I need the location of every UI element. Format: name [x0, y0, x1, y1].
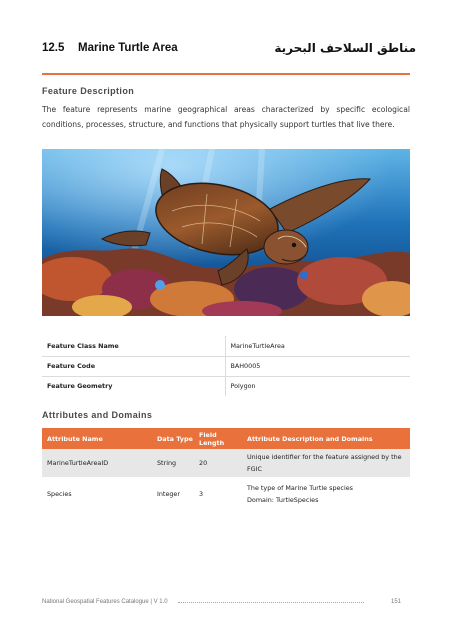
header-divider: [42, 73, 410, 75]
data-type-cell: String: [152, 449, 194, 477]
table-row: [42, 449, 410, 477]
description-cell: [242, 477, 410, 511]
footer-dotted-leader: [178, 602, 364, 603]
feature-code-label: Feature Code: [42, 356, 225, 376]
attributes-heading: Attributes and Domains: [42, 410, 153, 420]
field-length-cell: 20: [194, 449, 242, 477]
field-length-cell: 3: [194, 477, 242, 511]
column-header-data-type: Data Type: [152, 428, 194, 449]
data-type-cell: Integer: [152, 477, 194, 511]
feature-class-table: [42, 336, 410, 396]
section-number: 12.5: [42, 42, 65, 54]
description-line: Unique identifier for the feature assigned by the: [247, 453, 402, 461]
section-title: Marine Turtle Area: [78, 42, 178, 54]
table-row: [42, 356, 410, 376]
attribute-name-cell: Species: [42, 477, 152, 511]
description-line: Domain: TurtleSpecies: [247, 496, 319, 504]
feature-description-heading: Feature Description: [42, 86, 135, 96]
feature-geometry-label: Feature Geometry: [42, 376, 225, 396]
marine-turtle-photo: [42, 149, 410, 316]
feature-description-text: The feature represents marine geographical areas characterized by specific ecological conditions, processes, structure, and functions that physically support turtles that live there.: [42, 105, 410, 129]
column-header-attribute-name: Attribute Name: [42, 428, 152, 449]
description-line: FGIC: [247, 465, 262, 473]
attributes-table: [42, 428, 410, 511]
section-title-arabic: مناطق السلاحف البحرية: [274, 41, 416, 55]
page-number: 151: [390, 599, 401, 605]
description-cell: [242, 449, 410, 477]
table-header-row: [42, 428, 410, 449]
column-header-field-length: Field Length: [194, 428, 242, 449]
feature-code-value: BAH0005: [225, 356, 410, 376]
footer-title: National Geospatial Features Catalogue | V 1.0: [42, 599, 168, 605]
table-row: [42, 336, 410, 356]
column-header-description: Attribute Description and Domains: [242, 428, 410, 449]
feature-class-name-label: Feature Class Name: [42, 336, 225, 356]
feature-class-name-value: MarineTurtleArea: [225, 336, 410, 356]
table-row: [42, 376, 410, 396]
feature-geometry-value: Polygon: [230, 382, 256, 391]
description-line: The type of Marine Turtle species: [247, 484, 353, 492]
table-row: [42, 477, 410, 511]
page-header: [42, 40, 416, 62]
attribute-name-cell: MarineTurtleAreaID: [42, 449, 152, 477]
